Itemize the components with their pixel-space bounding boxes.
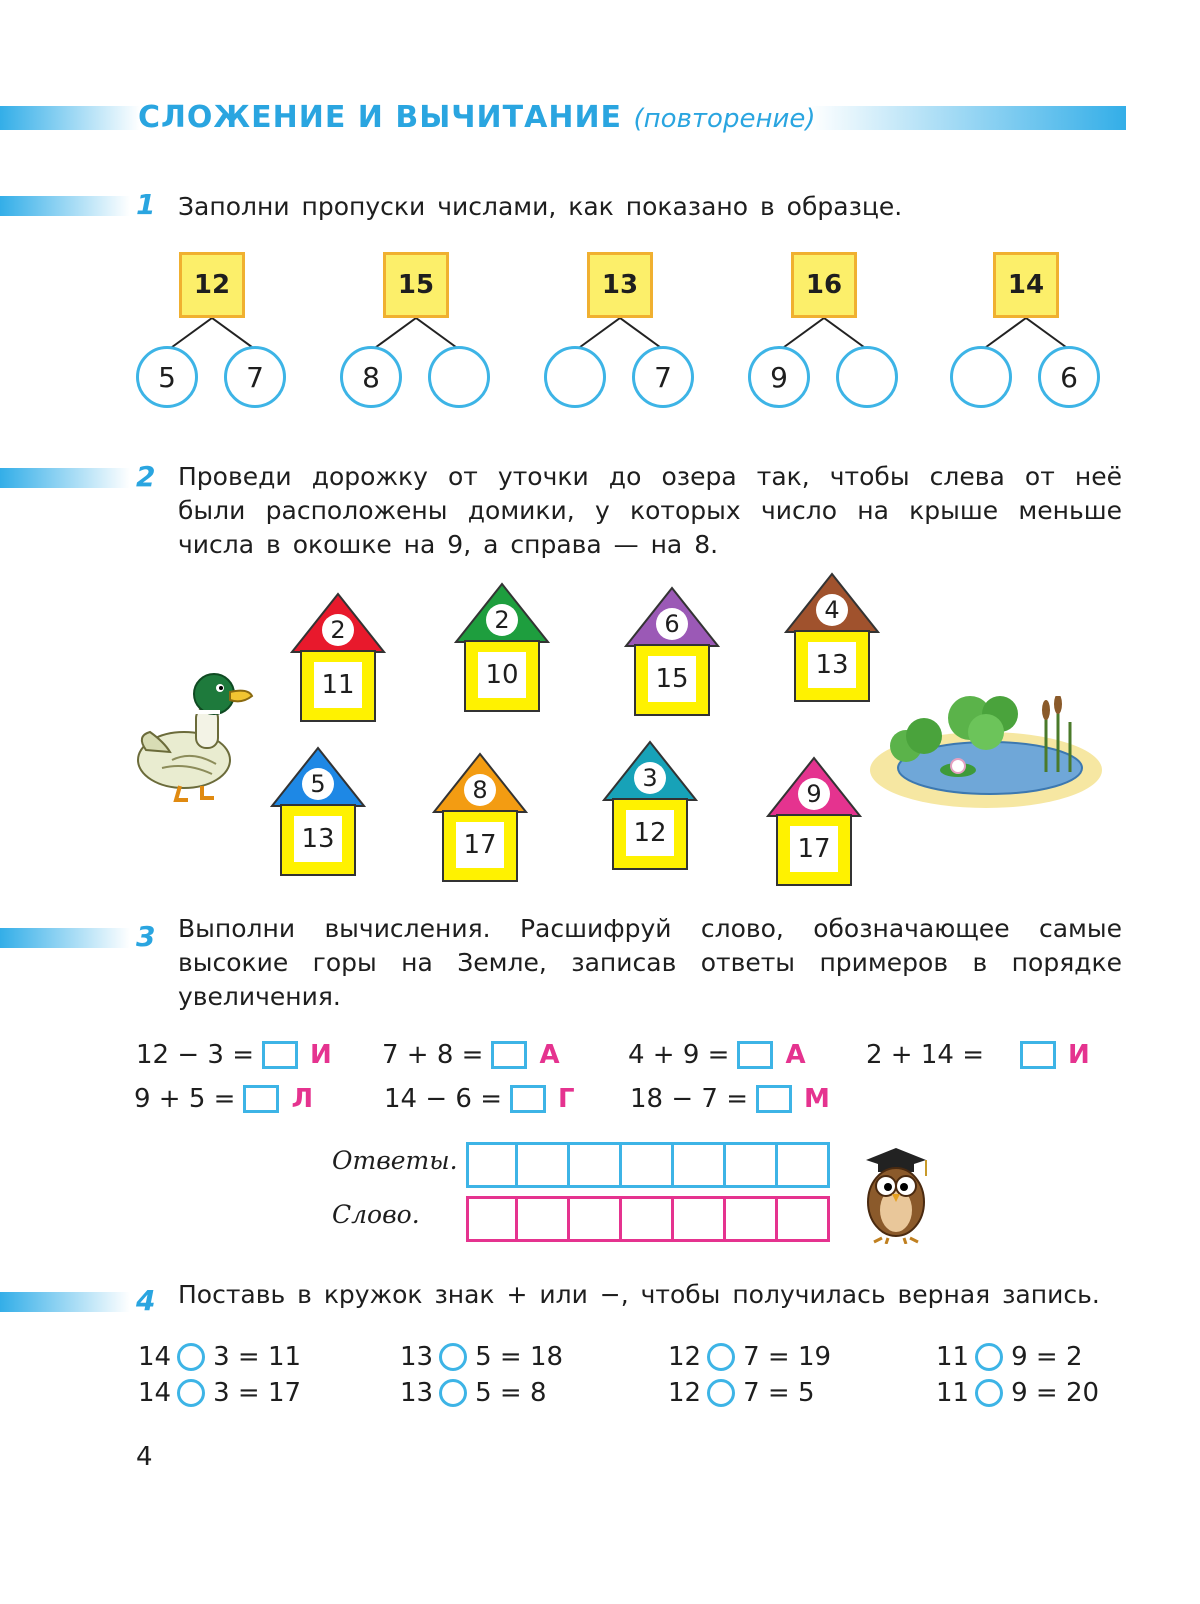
task3-line-1: Выполни вычисления. Расшифруй слово, обозначающее самые bbox=[178, 914, 1122, 943]
task2-bar bbox=[0, 468, 130, 488]
task1-number: 1 bbox=[136, 188, 156, 221]
house-wall bbox=[280, 804, 356, 876]
house-wall bbox=[612, 798, 688, 870]
answers-cells bbox=[466, 1142, 830, 1188]
sign-right-part: 7 = 19 bbox=[743, 1342, 832, 1372]
sign-right-part: 3 = 11 bbox=[213, 1342, 302, 1372]
equation-answer-box[interactable] bbox=[243, 1085, 279, 1113]
task1-right-circle: 7 bbox=[632, 346, 694, 408]
equation-letter: И bbox=[1068, 1040, 1090, 1070]
sign-expression bbox=[400, 1378, 547, 1408]
house-window-number: 11 bbox=[314, 662, 362, 708]
task1-right-circle: 6 bbox=[1038, 346, 1100, 408]
equation bbox=[866, 1040, 1090, 1070]
house-roof-number: 8 bbox=[464, 774, 496, 806]
equation-expression: 14 − 6 = bbox=[384, 1084, 502, 1114]
page-title-subtitle: (повторение) bbox=[633, 104, 816, 134]
sign-left-operand: 12 bbox=[668, 1342, 702, 1372]
task3-text bbox=[178, 912, 1122, 1014]
sign-left-operand: 12 bbox=[668, 1378, 702, 1408]
equation-answer-box[interactable] bbox=[1020, 1041, 1056, 1069]
word-cell[interactable] bbox=[466, 1196, 518, 1242]
equation-letter: И bbox=[310, 1040, 332, 1070]
task2-line-1: Проведи дорожку от уточки до озера так, чтобы слева от неё bbox=[178, 462, 1122, 491]
page-title-main: СЛОЖЕНИЕ И ВЫЧИТАНИЕ bbox=[138, 100, 623, 135]
answer-cell[interactable] bbox=[622, 1142, 674, 1188]
task2-line-2: были расположены домики, у которых число на крыше меньше bbox=[178, 496, 1122, 525]
sign-right-part: 3 = 17 bbox=[213, 1378, 302, 1408]
answer-cell[interactable] bbox=[518, 1142, 570, 1188]
equation bbox=[384, 1084, 575, 1114]
sign-left-operand: 11 bbox=[936, 1342, 970, 1372]
task1-top-number: 12 bbox=[179, 252, 245, 318]
sign-circle[interactable] bbox=[707, 1343, 735, 1371]
header-bar-right bbox=[810, 106, 1126, 130]
sign-left-operand: 14 bbox=[138, 1378, 172, 1408]
word-label: Слово. bbox=[332, 1200, 420, 1229]
page-number: 4 bbox=[136, 1442, 153, 1472]
house-wall bbox=[300, 650, 376, 722]
pond-illustration bbox=[866, 696, 1106, 812]
answer-cell[interactable] bbox=[778, 1142, 830, 1188]
sign-expression bbox=[668, 1342, 831, 1372]
sign-circle[interactable] bbox=[707, 1379, 735, 1407]
answer-cell[interactable] bbox=[570, 1142, 622, 1188]
answers-label: Ответы. bbox=[332, 1146, 458, 1175]
house-roof-number: 9 bbox=[798, 778, 830, 810]
answer-cell[interactable] bbox=[466, 1142, 518, 1188]
equation-answer-box[interactable] bbox=[737, 1041, 773, 1069]
task1-right-circle: 7 bbox=[224, 346, 286, 408]
equation-expression: 4 + 9 = bbox=[628, 1040, 730, 1070]
task1-right-circle[interactable] bbox=[836, 346, 898, 408]
word-cell[interactable] bbox=[778, 1196, 830, 1242]
equation-expression: 18 − 7 = bbox=[630, 1084, 748, 1114]
equation bbox=[630, 1084, 830, 1114]
equation-letter: А bbox=[539, 1040, 560, 1070]
word-cells bbox=[466, 1196, 830, 1242]
sign-expression bbox=[138, 1342, 301, 1372]
house-window-number: 10 bbox=[478, 652, 526, 698]
equation-expression: 7 + 8 = bbox=[382, 1040, 484, 1070]
house-roof-number: 3 bbox=[634, 762, 666, 794]
house[interactable] bbox=[624, 586, 720, 718]
task4-number: 4 bbox=[136, 1284, 156, 1317]
house-wall bbox=[464, 640, 540, 712]
house-window-number: 13 bbox=[808, 642, 856, 688]
task1-top-number: 13 bbox=[587, 252, 653, 318]
house-window-number: 17 bbox=[790, 826, 838, 872]
task2-text bbox=[178, 460, 1122, 562]
sign-expression bbox=[138, 1378, 301, 1408]
task2-number: 2 bbox=[136, 460, 156, 493]
sign-circle[interactable] bbox=[975, 1379, 1003, 1407]
house-window-number: 13 bbox=[294, 816, 342, 862]
task1-left-circle[interactable] bbox=[950, 346, 1012, 408]
task1-top-number: 16 bbox=[791, 252, 857, 318]
equation-letter: Л bbox=[291, 1084, 314, 1114]
house[interactable] bbox=[766, 756, 862, 888]
task3-bar bbox=[0, 928, 130, 948]
equation bbox=[134, 1084, 313, 1114]
house-wall bbox=[776, 814, 852, 886]
sign-left-operand: 11 bbox=[936, 1378, 970, 1408]
sign-right-part: 5 = 8 bbox=[475, 1378, 547, 1408]
answer-cell[interactable] bbox=[674, 1142, 726, 1188]
house-window-number: 12 bbox=[626, 810, 674, 856]
word-cell[interactable] bbox=[570, 1196, 622, 1242]
equation-letter: М bbox=[804, 1084, 830, 1114]
house[interactable] bbox=[270, 746, 366, 878]
equation bbox=[136, 1040, 332, 1070]
word-cell[interactable] bbox=[726, 1196, 778, 1242]
house-window-number: 15 bbox=[648, 656, 696, 702]
owl-illustration bbox=[852, 1140, 938, 1244]
equation-answer-box[interactable] bbox=[491, 1041, 527, 1069]
equation-expression: 12 − 3 = bbox=[136, 1040, 254, 1070]
house[interactable] bbox=[784, 572, 880, 704]
equation-expression: 2 + 14 = bbox=[866, 1040, 984, 1070]
sign-right-part: 5 = 18 bbox=[475, 1342, 564, 1372]
sign-circle[interactable] bbox=[439, 1379, 467, 1407]
task1-left-circle: 5 bbox=[136, 346, 198, 408]
sign-expression bbox=[936, 1378, 1099, 1408]
task2-line-3: числа в окошке на 9, а справа — на 8. bbox=[178, 530, 719, 559]
equation bbox=[628, 1040, 806, 1070]
task1-left-circle: 8 bbox=[340, 346, 402, 408]
task3-line-2: высокие горы на Земле, записав ответы примеров в порядке bbox=[178, 948, 1122, 977]
sign-circle[interactable] bbox=[177, 1343, 205, 1371]
equation-letter: А bbox=[785, 1040, 806, 1070]
word-cell[interactable] bbox=[674, 1196, 726, 1242]
sign-expression bbox=[400, 1342, 563, 1372]
sign-right-part: 7 = 5 bbox=[743, 1378, 815, 1408]
house[interactable] bbox=[602, 740, 698, 872]
task3-line-3: увеличения. bbox=[178, 982, 341, 1011]
house-roof-number: 4 bbox=[816, 594, 848, 626]
duck-illustration bbox=[132, 664, 256, 804]
answer-cell[interactable] bbox=[726, 1142, 778, 1188]
house[interactable] bbox=[454, 582, 550, 714]
sign-left-operand: 13 bbox=[400, 1378, 434, 1408]
sign-expression bbox=[668, 1378, 815, 1408]
task3-number: 3 bbox=[136, 920, 156, 953]
house-roof-number: 6 bbox=[656, 608, 688, 640]
house-window-number: 17 bbox=[456, 822, 504, 868]
house-wall bbox=[442, 810, 518, 882]
task1-right-circle[interactable] bbox=[428, 346, 490, 408]
sign-right-part: 9 = 20 bbox=[1011, 1378, 1100, 1408]
sign-right-part: 9 = 2 bbox=[1011, 1342, 1083, 1372]
house[interactable] bbox=[432, 752, 528, 884]
task1-left-circle: 9 bbox=[748, 346, 810, 408]
task1-text: Заполни пропуски числами, как показано в образце. bbox=[178, 192, 903, 221]
sign-left-operand: 13 bbox=[400, 1342, 434, 1372]
word-cell[interactable] bbox=[518, 1196, 570, 1242]
equation-expression: 9 + 5 = bbox=[134, 1084, 236, 1114]
task1-top-number: 15 bbox=[383, 252, 449, 318]
sign-left-operand: 14 bbox=[138, 1342, 172, 1372]
task1-bar bbox=[0, 196, 130, 216]
sign-circle[interactable] bbox=[975, 1343, 1003, 1371]
equation-answer-box[interactable] bbox=[510, 1085, 546, 1113]
house-wall bbox=[794, 630, 870, 702]
equation-answer-box[interactable] bbox=[756, 1085, 792, 1113]
house-wall bbox=[634, 644, 710, 716]
page-title bbox=[138, 100, 815, 135]
word-cell[interactable] bbox=[622, 1196, 674, 1242]
task4-bar bbox=[0, 1292, 130, 1312]
house-roof-number: 2 bbox=[486, 604, 518, 636]
house-roof-number: 2 bbox=[322, 614, 354, 646]
sign-expression bbox=[936, 1342, 1083, 1372]
task1-left-circle[interactable] bbox=[544, 346, 606, 408]
equation-letter: Г bbox=[558, 1084, 575, 1114]
equation-answer-box[interactable] bbox=[262, 1041, 298, 1069]
sign-circle[interactable] bbox=[177, 1379, 205, 1407]
house[interactable] bbox=[290, 592, 386, 724]
task1-top-number: 14 bbox=[993, 252, 1059, 318]
house-roof-number: 5 bbox=[302, 768, 334, 800]
task4-text: Поставь в кружок знак + или −, чтобы получилась верная запись. bbox=[178, 1280, 1100, 1309]
sign-circle[interactable] bbox=[439, 1343, 467, 1371]
header-bar-left bbox=[0, 106, 140, 130]
equation bbox=[382, 1040, 560, 1070]
